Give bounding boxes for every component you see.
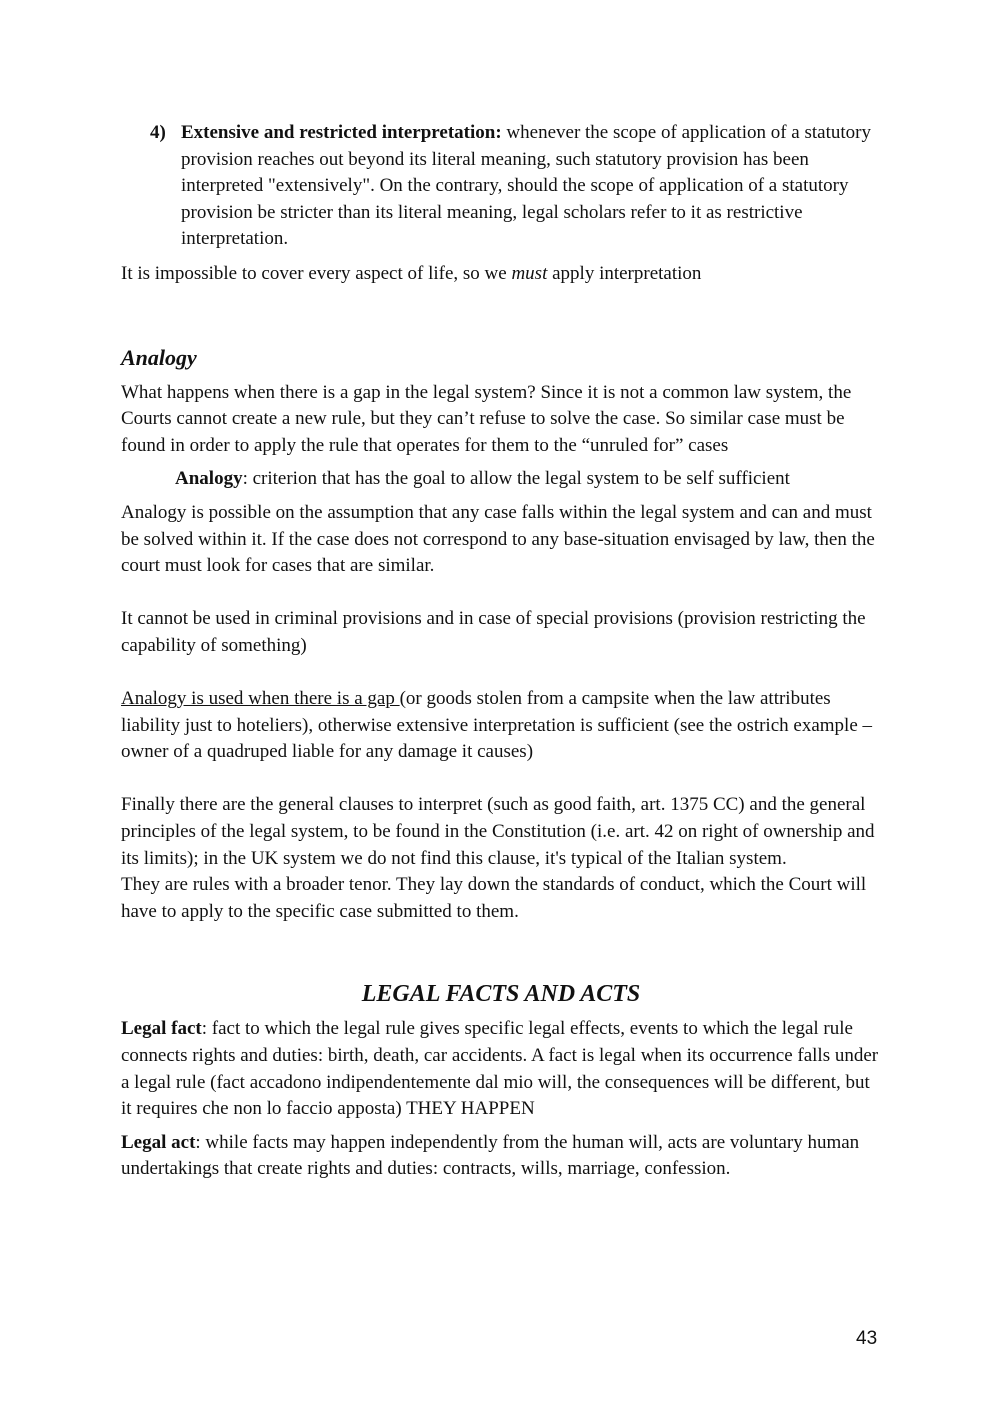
legal-act-term: Legal act — [121, 1131, 196, 1153]
analogy-paragraph-restrictions: It cannot be used in criminal provisions and in case of special provisions (provision restricting the capability of something) — [121, 608, 866, 656]
analogy-gap-rest: (or goods stolen from a campsite when the law attributes liability just to hoteliers), otherwise extensive interpretation is sufficient (see the ostrich example – owner of a quadruped liable for any damage it causes) — [121, 688, 873, 763]
interpretation-note — [121, 261, 881, 288]
document-body — [121, 120, 881, 1183]
analogy-definition-term: Analogy — [175, 468, 243, 490]
legal-fact-paragraph — [121, 1016, 881, 1122]
legal-act-text: : while facts may happen independently from the human will, acts are voluntary human undertakings that create rights and duties: contracts, wills, marriage, confession. — [121, 1131, 860, 1180]
list-item-extensive-interpretation — [121, 120, 881, 253]
list-item-text — [181, 120, 881, 253]
analogy-paragraph-gap-usage — [121, 686, 881, 766]
legal-fact-term: Legal fact — [121, 1018, 202, 1040]
legal-act-paragraph — [121, 1130, 881, 1183]
list-item-body: whenever the scope of application of a statutory provision reaches out beyond its literal meaning, such statutory provision has been interpreted "extensively". On the contrary, should the scope of application of a statutory provision be stricter than its literal meaning, legal scholars refer to it as restrictive interpretation. — [181, 122, 871, 250]
interpretation-note-before: It is impossible to cover every aspect of life, so we — [121, 262, 512, 284]
analogy-paragraph-general-clauses: Finally there are the general clauses to interpret (such as good faith, art. 1375 CC) and the general principles of the legal system, to be found in the Constitution (i.e. art. 42 on right of ownership and its limits); in the UK system we do not find this clause, it's typical of the Italian system. — [121, 794, 875, 869]
legal-fact-text: : fact to which the legal rule gives specific legal effects, events to which the legal rule connects rights and duties: birth, death, car accidents. A fact is legal when its occurrence falls under a legal rule (fact accadono indipendentemente dal mio will, the consequences will be different, but it requires che non lo faccio apposta) THEY HAPPEN — [121, 1018, 879, 1120]
section-heading-analogy: Analogy — [121, 344, 197, 370]
analogy-definition-text: : criterion that has the goal to allow the legal system to be self sufficient — [242, 468, 790, 490]
page-number: 43 — [856, 1328, 878, 1349]
chapter-heading-legal-facts: LEGAL FACTS AND ACTS — [361, 981, 641, 1008]
analogy-paragraph-assumption: Analogy is possible on the assumption that any case falls within the legal system and can and must be solved within it. If the case does not correspond to any base-situation envisaged by law, then the court must look for cases that are similar. — [121, 501, 875, 577]
analogy-definition — [121, 466, 881, 493]
interpretation-note-emphasis: must — [511, 262, 548, 284]
interpretation-note-after: apply interpretation — [547, 262, 702, 284]
list-number: 4) — [150, 122, 166, 143]
analogy-gap-underlined: Analogy is used when there is a gap — [121, 688, 400, 710]
analogy-paragraph-gap: What happens when there is a gap in the legal system? Since it is not a common law system, the Courts cannot create a new rule, but they can’t refuse to solve the case. So similar case must be found in order to apply the rule that operates for them to the “unruled for” cases — [121, 381, 852, 456]
analogy-paragraph-broader-tenor: They are rules with a broader tenor. They lay down the standards of conduct, which the Court will have to apply to the specific case submitted to them. — [121, 874, 867, 922]
list-item-term: Extensive and restricted interpretation: — [181, 122, 502, 143]
